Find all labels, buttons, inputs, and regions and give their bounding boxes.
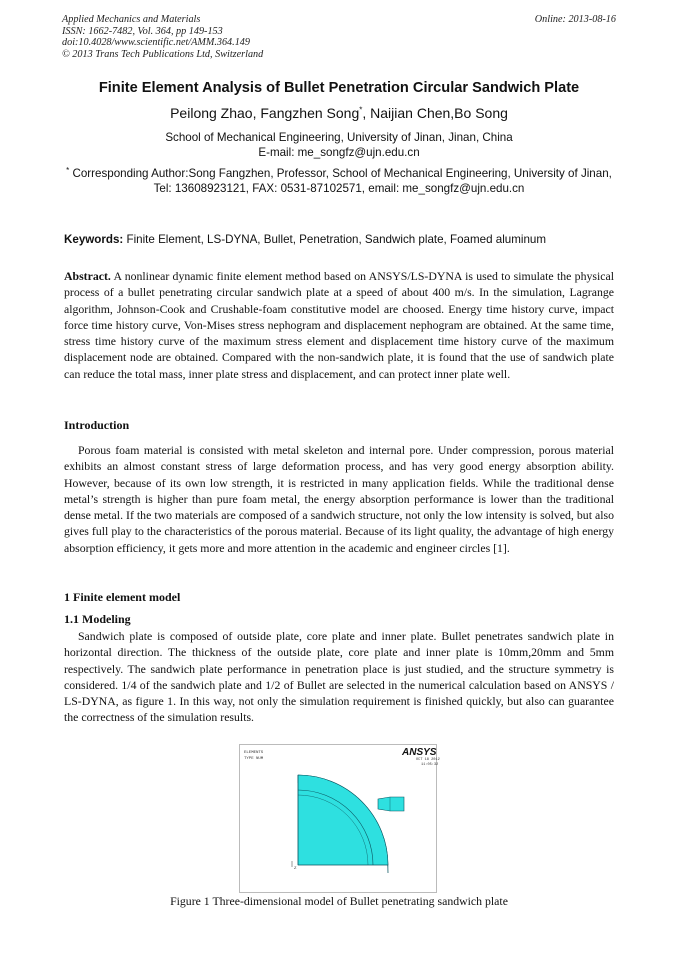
keywords [64,233,614,246]
ansys-logo [401,747,437,758]
online-date: Online: 2013-08-16 [534,14,616,25]
bullet [378,797,404,811]
author-mark: * [359,105,363,115]
authors-rest: , Naijian Chen,Bo Song [362,105,508,121]
fe-model-render [240,745,440,892]
figure-label-elements: ELEMENTS [244,751,264,755]
abstract [64,268,614,382]
abstract-label: Abstract. [64,269,111,283]
affiliation-line: School of Mechanical Engineering, University of Jinan, Jinan, China [165,131,513,144]
copyright: © 2013 Trans Tech Publications Ltd, Switzerland [62,48,264,60]
figure-time: 11:05:32 [421,763,439,767]
affiliation [64,130,614,160]
journal-header [62,14,616,60]
outer-plate-face [298,775,388,865]
corresponding-author [64,166,614,196]
corresponding-contact: Tel: 13608923121, FAX: 0531-87102571, email: me_songfz@ujn.edu.cn [153,182,525,195]
subsection-heading: 1.1 Modeling [64,612,131,626]
modeling-paragraph: Sandwich plate is composed of outside plate, core plate and inner plate. Bullet penetrates sandwich plate in horizontal direction. The thickness of the outside plate, core plate and inner plate is 10mm,20mm and 5mm respectively. The sandwich plate performance in penetration place is just studied, and the structure symmetry is considered. 1/4 of the sandwich plate and 1/2 of Bullet are selected in the numerical calculation based on ANSYS / LS-DYNA, as figure 1. In this way, not only the simulation requirement is finished quickly, but also can guarantee the correctness of the simulation results. [64,629,614,725]
section-heading: 1 Finite element model [64,590,181,604]
figure-label-type: TYPE NUM [244,757,264,761]
keywords-label: Keywords: [64,233,124,246]
paper-title: Finite Element Analysis of Bullet Penetration Circular Sandwich Plate [98,80,580,96]
issn: ISSN: 1662-7482, Vol. 364, pp 149-153 [62,25,223,37]
figure-caption: Figure 1 Three-dimensional model of Bullet penetrating sandwich plate [170,894,508,908]
authors-first: Peilong Zhao, Fangzhen Song [170,105,360,121]
intro-paragraph: Porous foam material is consisted with metal skeleton and internal pore. Under compression, porous material exhibits an almost constant stress of large deformation process, and has very good energy absorption ability. However, because of its own low strength, it is restricted in many application fields. While the traditional dense metal’s strength is higher than pure foam metal, the energy absorption performance is lower than the traditional dense metal. If the two materials are composed of a sandwich structure, not only the low intensity is solved, but also gives full play to the characteristics of the porous material. Because of its light quality, the advantage of high energy absorption efficiency, it gets more and more attention in the academic and engineer circles [1]. [64,443,614,555]
figure-1 [239,744,440,893]
corresponding-mark: * [66,166,70,175]
axis-label: Z [294,865,297,870]
keywords-text: Finite Element, LS-DYNA, Bullet, Penetration, Sandwich plate, Foamed aluminum [123,233,547,246]
journal-name: Applied Mechanics and Materials [62,14,201,25]
abstract-text: A nonlinear dynamic finite element method based on ANSYS/LS-DYNA is used to simulate the physical process of a bullet penetrating circular sandwich plate at a speed of about 400 m/s. In the simulation, Lagrange algorithm, Johnson-Cook and Crushable-foam constitutive model are choosed. Energy time history curve, impact force time history curve, Von-Mises stress nephogram and displacement nephogram are obtained. At the same time, stress time history curve of the maximum stress element and displacement time history curve of the maximum displacement node are obtained. Compared with the non-sandwich plate, it is found that the use of sandwich plate can reduce the total mass, inner plate stress and displacement, and can protect inner plate well. [64,269,614,381]
doi: doi:10.4028/www.scientific.net/AMM.364.149 [62,37,250,49]
affiliation-email: E-mail: me_songfz@ujn.edu.cn [258,146,420,159]
author-list [0,105,678,121]
corresponding-line: Corresponding Author:Song Fangzhen, Professor, School of Mechanical Engineering, University of Jinan, [69,167,612,180]
figure-date: OCT 18 2012 [416,758,440,762]
intro-heading: Introduction [64,418,130,432]
ansys-logo-text: ANSYS [402,747,437,758]
